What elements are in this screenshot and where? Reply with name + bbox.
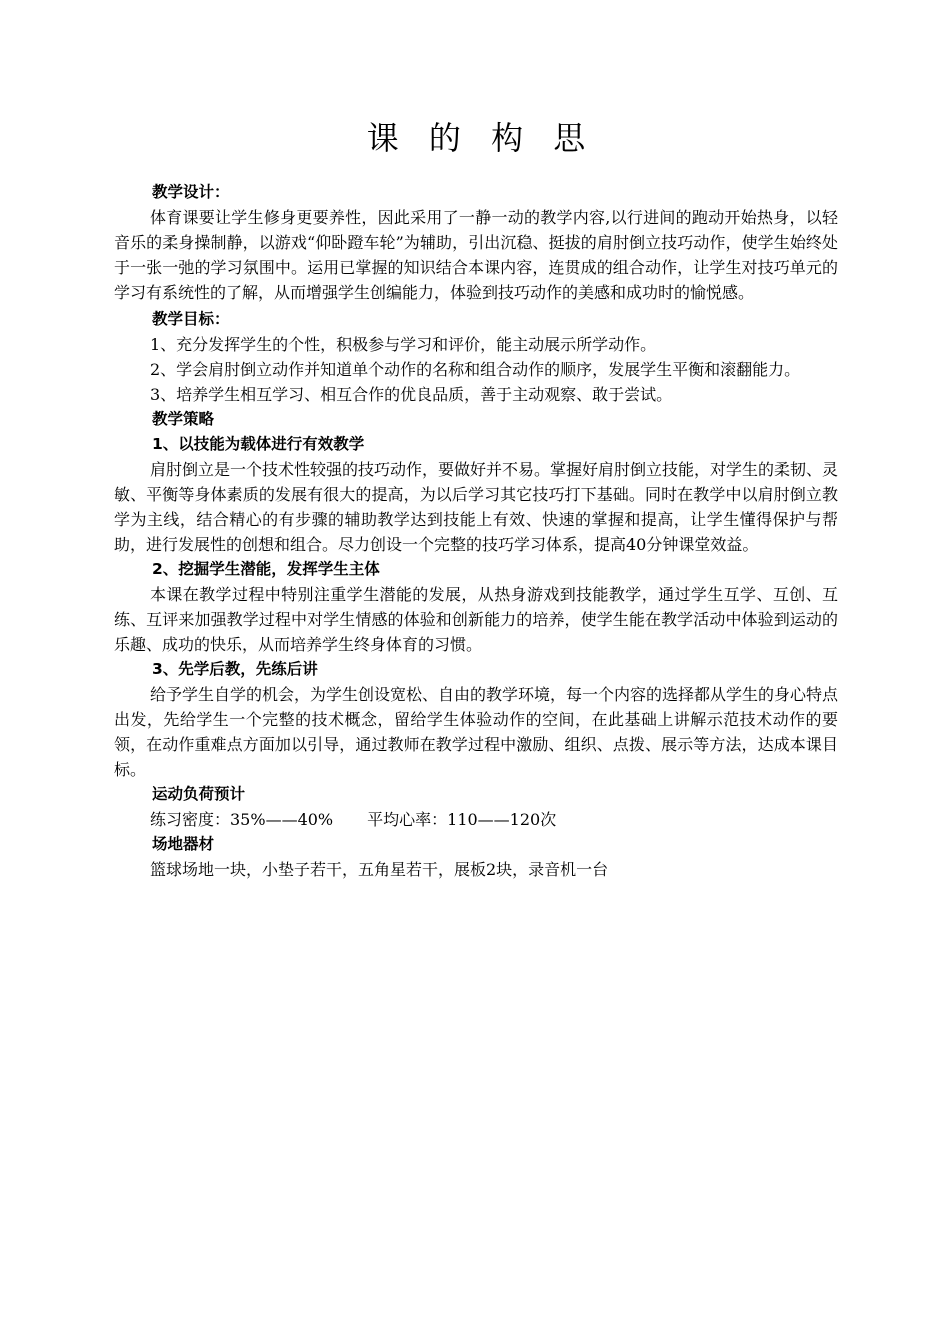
load-values — [114, 807, 838, 832]
document-page — [114, 110, 838, 882]
equipment-heading: 场地器材 — [152, 835, 215, 853]
strategy-section-1-text: 肩肘倒立是一个技术性较强的技巧动作，要做好并不易。掌握好肩肘倒立技能，对学生的柔韧、灵敏、平衡等身体素质的发展有很大的提高，为以后学习其它技巧打下基础。同时在教学中以肩肘倒立教学为主线，结合精心的有步骤的辅助教学达到技能上有效、快速的掌握和提高，让学生懂得保护与帮助，进行发展性的创想和组合。尽力创设一个完整的技巧学习体系，提高40分钟课堂效益。 — [114, 460, 839, 554]
goals-heading: 教学目标： — [152, 310, 230, 328]
goal-item-3: 3、培养学生相互学习、相互合作的优良品质，善于主动观察、敢于尝试。 — [150, 385, 673, 404]
goal-item-2: 2、学会肩肘倒立动作并知道单个动作的名称和组合动作的顺序，发展学生平衡和滚翻能力。 — [150, 360, 801, 379]
strategy-heading: 教学策略 — [152, 410, 215, 428]
page-title: 课 的 构 思 — [366, 119, 596, 157]
strategy-section-2-text: 本课在教学过程中特别注重学生潜能的发展，从热身游戏到技能教学，通过学生互学、互创、互练、互评来加强教学过程中对学生情感的体验和创新能力的培养，使学生能在教学活动中体验到运动的乐趣、成功的快乐，从而培养学生终身体育的习惯。 — [114, 585, 838, 654]
load-heading: 运动负荷预计 — [152, 785, 246, 803]
equipment-text: 篮球场地一块，小垫子若干，五角星若干，展板2块，录音机一台 — [150, 860, 609, 879]
design-heading: 教学设计： — [152, 183, 230, 201]
strategy-section-3-heading: 3、先学后教，先练后讲 — [152, 660, 318, 678]
strategy-section-3-text: 给予学生自学的机会，为学生创设宽松、自由的教学环境，每一个内容的选择都从学生的身心特点出发，先给学生一个完整的技术概念，留给学生体验动作的空间，在此基础上讲解示范技术动作的要领，在动作重难点方面加以引导，通过教师在教学过程中激励、组织、点拨、展示等方法，达成本课目标。 — [114, 685, 839, 779]
design-paragraph: 体育课要让学生修身更要养性，因此采用了一静一动的教学内容,以行进间的跑动开始热身，以轻音乐的柔身操制静，以游戏“仰卧蹬车轮”为辅助，引出沉稳、挺拔的肩肘倒立技巧动作，使学生始终处于一张一弛的学习氛围中。运用已掌握的知识结合本课内容，连贯成的组合动作，让学生对技巧单元的学习有系统性的了解，从而增强学生创编能力，体验到技巧动作的美感和成功时的愉悦感。 — [114, 208, 838, 302]
goal-item-1: 1、充分发挥学生的个性，积极参与学习和评价，能主动展示所学动作。 — [150, 335, 657, 354]
strategy-section-2-heading: 2、挖掘学生潜能，发挥学生主体 — [152, 560, 380, 578]
strategy-section-1-heading: 1、以技能为载体进行有效教学 — [152, 435, 365, 453]
average-heart-rate: 平均心率：110——120次 — [367, 810, 557, 829]
exercise-density: 练习密度：35%——40% — [150, 810, 334, 829]
